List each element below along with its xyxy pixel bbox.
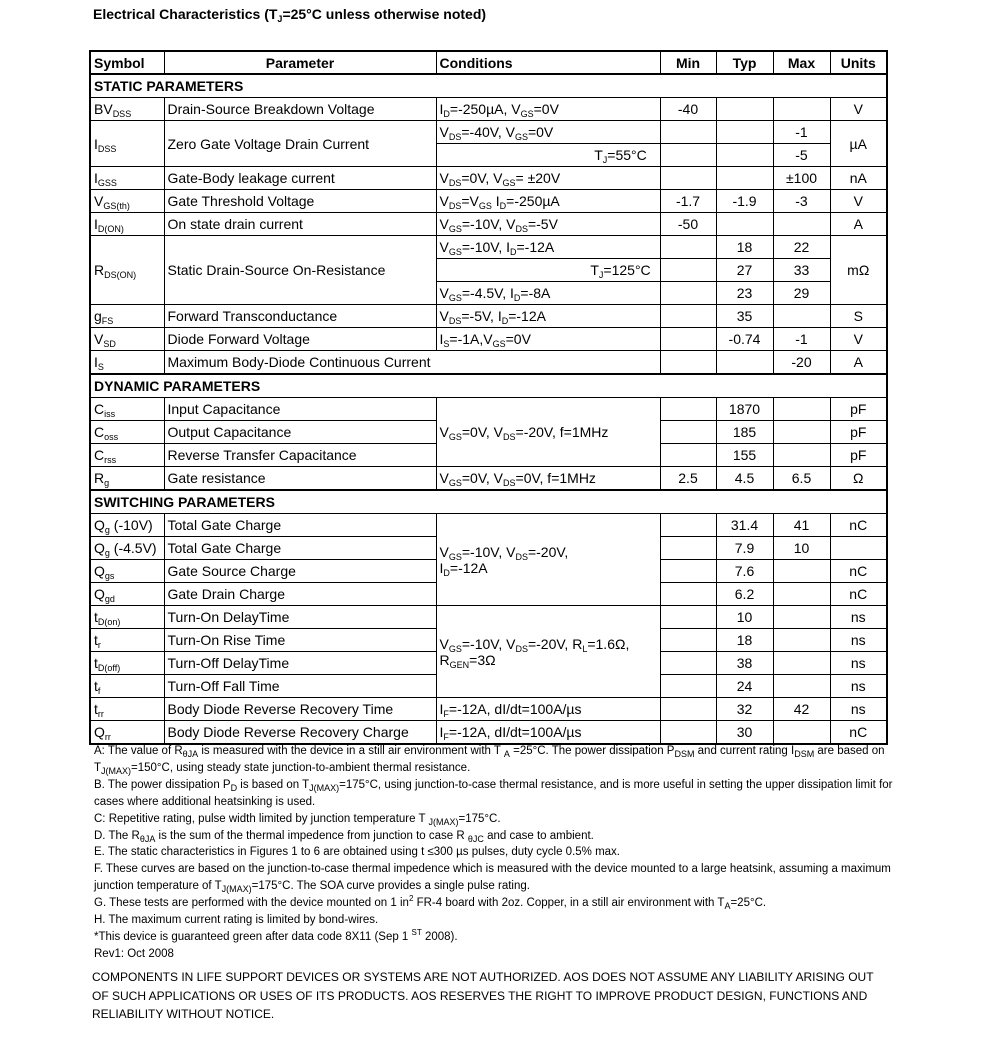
cond-cell: $V_{DS}=V_{GS}$ $I_D=-250\mu A$ bbox=[436, 190, 660, 213]
table-row bbox=[90, 467, 887, 491]
table-header-row bbox=[90, 51, 887, 74]
symbol-cell: $t_{D(on)}$ bbox=[90, 606, 164, 629]
table-row bbox=[90, 698, 887, 721]
unit-cell: S bbox=[830, 305, 887, 328]
symbol-cell: $C_{rss}$ bbox=[90, 444, 164, 467]
note-b: B. The power dissipation $P_D$ is based on $T_{J(MAX)}=175^\circ C$, using junction-to-case thermal resistance, and is more useful in setting the upper dissipation limit for cases where additional heatsinking is used. bbox=[94, 778, 893, 808]
symbol-cell: $R_g$ bbox=[90, 467, 164, 491]
unit-cell: ns bbox=[830, 606, 887, 629]
param-cell: Diode Forward Voltage bbox=[164, 328, 436, 351]
param-cell: Total Gate Charge bbox=[164, 537, 436, 560]
param-cell: Gate-Body leakage current bbox=[164, 167, 436, 190]
table-row bbox=[90, 121, 887, 144]
unit-cell: ns bbox=[830, 652, 887, 675]
unit-cell: A bbox=[830, 213, 887, 236]
symbol-cell: $g_{FS}$ bbox=[90, 305, 164, 328]
symbol-cell: $I_S$ bbox=[90, 351, 164, 375]
param-cell: Reverse Transfer Capacitance bbox=[164, 444, 436, 467]
unit-cell: nC bbox=[830, 721, 887, 745]
typ-cell: 7.6 bbox=[716, 560, 773, 583]
param-cell: Gate resistance bbox=[164, 467, 436, 491]
typ-cell bbox=[716, 121, 773, 144]
typ-cell: 27 bbox=[716, 259, 773, 282]
unit-cell: nA bbox=[830, 167, 887, 190]
header-max: Max bbox=[773, 51, 830, 74]
typ-cell: 10 bbox=[716, 606, 773, 629]
typ-cell: 31.4 bbox=[716, 514, 773, 537]
cond-cell bbox=[436, 144, 660, 167]
header-conditions: Conditions bbox=[436, 51, 660, 74]
unit-cell: ns bbox=[830, 698, 887, 721]
symbol-cell: $I_{DSS}$ bbox=[90, 121, 164, 167]
cond-cell: $I_F=-12A$, dI/dt=100A/µs bbox=[436, 721, 660, 745]
unit-cell: nC bbox=[830, 560, 887, 583]
min-cell: 2.5 bbox=[660, 467, 716, 491]
cond-cell: $I_F=-12A$, dI/dt=100A/µs bbox=[436, 698, 660, 721]
param-cell: Zero Gate Voltage Drain Current bbox=[164, 121, 436, 167]
typ-cell bbox=[716, 98, 773, 121]
typ-cell: 18 bbox=[716, 629, 773, 652]
unit-cell: pF bbox=[830, 398, 887, 421]
table-row bbox=[90, 328, 887, 351]
table-row bbox=[90, 305, 887, 328]
typ-cell bbox=[716, 144, 773, 167]
param-cell: Turn-On Rise Time bbox=[164, 629, 436, 652]
unit-cell: µA bbox=[830, 121, 887, 167]
unit-cell: ns bbox=[830, 675, 887, 698]
cond-cell: $V_{GS}=-4.5V$, $I_D=-8A$ bbox=[436, 282, 660, 305]
param-cell: On state drain current bbox=[164, 213, 436, 236]
unit-cell: mΩ bbox=[830, 236, 887, 305]
header-symbol: Symbol bbox=[90, 51, 164, 74]
max-cell: -5 bbox=[773, 144, 830, 167]
tj-cell: $T_J=55^\circ C$ bbox=[594, 147, 647, 165]
table-row bbox=[90, 721, 887, 745]
typ-cell: 1870 bbox=[716, 398, 773, 421]
table-row bbox=[90, 514, 887, 537]
symbol-cell: $t_{rr}$ bbox=[90, 698, 164, 721]
header-min: Min bbox=[660, 51, 716, 74]
typ-cell: 185 bbox=[716, 421, 773, 444]
typ-cell: 24 bbox=[716, 675, 773, 698]
cond-cell: $V_{GS}=-10V$, $V_{DS}=-20V$, $R_L=1.6\Omega$, $R_{GEN}=3\Omega$ bbox=[436, 606, 660, 698]
symbol-cell: $R_{DS(ON)}$ bbox=[90, 236, 164, 305]
symbol-cell: $t_r$ bbox=[90, 629, 164, 652]
unit-cell: V bbox=[830, 98, 887, 121]
unit-cell: nC bbox=[830, 514, 887, 537]
min-cell bbox=[660, 144, 716, 167]
typ-cell: 7.9 bbox=[716, 537, 773, 560]
unit-cell: Ω bbox=[830, 467, 887, 491]
disclaimer: COMPONENTS IN LIFE SUPPORT DEVICES OR SYSTEMS ARE NOT AUTHORIZED. AOS DOES NOT ASSUME ANY LIABILITY ARISING OUT OF SUCH APPLICATIONS OR USES OF ITS PRODUCTS. AOS RESERVES THE RIGHT TO IMPROVE PRODUCT DESIGN, FUNCTIONS AND RELIABILITY WITHOUT NOTICE. bbox=[92, 970, 874, 1021]
unit-cell: V bbox=[830, 190, 887, 213]
max-cell: -1 bbox=[773, 328, 830, 351]
symbol-cell: $I_{D(ON)}$ bbox=[90, 213, 164, 236]
section-dynamic: DYNAMIC PARAMETERS bbox=[90, 374, 887, 398]
revision: Rev1: Oct 2008 bbox=[94, 947, 174, 960]
typ-cell: -1.9 bbox=[716, 190, 773, 213]
cond-cell bbox=[436, 259, 660, 282]
symbol-cell: $V_{GS(th)}$ bbox=[90, 190, 164, 213]
max-cell: ±100 bbox=[773, 167, 830, 190]
unit-cell: ns bbox=[830, 629, 887, 652]
note-f: F. These curves are based on the junction-to-case thermal impedence which is measured with the device mounted to a large heatsink, assuming a maximum junction temperature of $T_{J(MAX)}=175^\circ C$. The SOA curve provides a single pulse rating. bbox=[94, 863, 891, 895]
typ-cell: 6.2 bbox=[716, 583, 773, 606]
param-cell: Turn-Off DelayTime bbox=[164, 652, 436, 675]
typ-cell: 35 bbox=[716, 305, 773, 328]
cond-cell: $V_{GS}=0V$, $V_{DS}=0V$, f=1MHz bbox=[436, 467, 660, 491]
max-cell: 29 bbox=[773, 282, 830, 305]
symbol-cell: $BV_{DSS}$ bbox=[90, 98, 164, 121]
tj-cell: $T_J=125^\circ C$ bbox=[590, 262, 651, 280]
typ-cell: 4.5 bbox=[716, 467, 773, 491]
max-cell: 10 bbox=[773, 537, 830, 560]
min-cell: -1.7 bbox=[660, 190, 716, 213]
param-cell: Output Capacitance bbox=[164, 421, 436, 444]
max-cell: 22 bbox=[773, 236, 830, 259]
characteristics-table bbox=[89, 50, 888, 745]
max-cell: 42 bbox=[773, 698, 830, 721]
typ-cell: -0.74 bbox=[716, 328, 773, 351]
header-typ: Typ bbox=[716, 51, 773, 74]
cond-cell: $V_{GS}=-10V$, $V_{DS}=-5V$ bbox=[436, 213, 660, 236]
symbol-cell: $C_{oss}$ bbox=[90, 421, 164, 444]
page-title: Electrical Characteristics ($T_J=25^\circ C$ unless otherwise noted) bbox=[93, 6, 487, 24]
param-cell: Static Drain-Source On-Resistance bbox=[164, 236, 436, 305]
max-cell: -1 bbox=[773, 121, 830, 144]
unit-cell: A bbox=[830, 351, 887, 375]
note-a: A: The value of $R_{\theta JA}$ is measured with the device in a still air environment with T $_A$ =25°C. The power dissipation $P_{DSM}$ and current rating $I_{DSM}$ are based on $T_{J(MAX)}=150^\circ C$, using steady state junction-to-ambient thermal resistance. bbox=[94, 745, 885, 776]
cond-cell: $I_D=-250\mu A$, $V_{GS}=0V$ bbox=[436, 98, 660, 121]
max-cell: -3 bbox=[773, 190, 830, 213]
section-switching: SWITCHING PARAMETERS bbox=[90, 490, 887, 514]
symbol-cell: $Q_{gs}$ bbox=[90, 560, 164, 583]
param-cell: Drain-Source Breakdown Voltage bbox=[164, 98, 436, 121]
cond-cell: $V_{DS}=-5V$, $I_D=-12A$ bbox=[436, 305, 660, 328]
cond-cell: $V_{DS}=-40V$, $V_{GS}=0V$ bbox=[436, 121, 660, 144]
max-cell: 6.5 bbox=[773, 467, 830, 491]
param-cell: Body Diode Reverse Recovery Charge bbox=[164, 721, 436, 745]
max-cell: 41 bbox=[773, 514, 830, 537]
header-units: Units bbox=[830, 51, 887, 74]
max-cell: -20 bbox=[773, 351, 830, 375]
table-row bbox=[90, 167, 887, 190]
cond-cell: $V_{DS}=0V$, $V_{GS}= \pm 20V$ bbox=[436, 167, 660, 190]
unit-cell: pF bbox=[830, 421, 887, 444]
table-row bbox=[90, 98, 887, 121]
typ-cell: 18 bbox=[716, 236, 773, 259]
note-h: H. The maximum current rating is limited by bond-wires. bbox=[94, 914, 379, 927]
section-static: STATIC PARAMETERS bbox=[90, 74, 887, 98]
min-cell bbox=[660, 121, 716, 144]
cond-cell: $V_{GS}=-10V$, $I_D=-12A$ bbox=[436, 236, 660, 259]
param-cell: Maximum Body-Diode Continuous Current bbox=[164, 351, 660, 375]
symbol-cell: $I_{GSS}$ bbox=[90, 167, 164, 190]
symbol-cell: $t_f$ bbox=[90, 675, 164, 698]
cond-cell: $I_S=-1A,V_{GS}=0V$ bbox=[436, 328, 660, 351]
unit-cell: nC bbox=[830, 583, 887, 606]
cond-cell: $V_{GS}=0V$, $V_{DS}=-20V$, f=1MHz bbox=[436, 398, 660, 467]
typ-cell: 38 bbox=[716, 652, 773, 675]
max-cell bbox=[773, 98, 830, 121]
table-row bbox=[90, 398, 887, 421]
symbol-cell: $Q_{gd}$ bbox=[90, 583, 164, 606]
param-cell: Total Gate Charge bbox=[164, 514, 436, 537]
param-cell: Body Diode Reverse Recovery Time bbox=[164, 698, 436, 721]
typ-cell: 30 bbox=[716, 721, 773, 745]
table-row bbox=[90, 190, 887, 213]
table-row bbox=[90, 213, 887, 236]
symbol-cell: $Q_g$ (-4.5V) bbox=[90, 537, 164, 560]
note-g: G. These tests are performed with the device mounted on 1 $in^2$ FR-4 board with 2oz. Copper, in a still air environment with $T_A=25^\circ C$. bbox=[94, 894, 767, 912]
param-cell: Turn-On DelayTime bbox=[164, 606, 436, 629]
max-cell: 33 bbox=[773, 259, 830, 282]
param-cell: Input Capacitance bbox=[164, 398, 436, 421]
typ-cell: 155 bbox=[716, 444, 773, 467]
min-cell: -40 bbox=[660, 98, 716, 121]
min-cell: -50 bbox=[660, 213, 716, 236]
symbol-cell: $C_{iss}$ bbox=[90, 398, 164, 421]
param-cell: Gate Drain Charge bbox=[164, 583, 436, 606]
table-row bbox=[90, 351, 887, 375]
note-e: E. The static characteristics in Figures 1 to 6 are obtained using t ≤300 µs pulses, duty cycle 0.5% max. bbox=[94, 846, 621, 859]
unit-cell: V bbox=[830, 328, 887, 351]
unit-cell: pF bbox=[830, 444, 887, 467]
param-cell: Gate Source Charge bbox=[164, 560, 436, 583]
unit-cell bbox=[830, 537, 887, 560]
cond-cell: $V_{GS}=-10V$, $V_{DS}=-20V$, $I_D=-12A$ bbox=[436, 514, 660, 606]
typ-cell: 32 bbox=[716, 698, 773, 721]
symbol-cell: $t_{D(off)}$ bbox=[90, 652, 164, 675]
param-cell: Gate Threshold Voltage bbox=[164, 190, 436, 213]
note-d: D. The $R_{\theta JA}$ is the sum of the thermal impedence from junction to case R $_{\theta JC}$ and case to ambient. bbox=[94, 829, 594, 844]
symbol-cell: $V_{SD}$ bbox=[90, 328, 164, 351]
typ-cell: 23 bbox=[716, 282, 773, 305]
symbol-cell: $Q_g$ (-10V) bbox=[90, 514, 164, 537]
footnotes bbox=[94, 743, 894, 963]
note-c: C: Repetitive rating, pulse width limited by junction temperature T $_{J(MAX)}$=175°C. bbox=[94, 812, 501, 827]
header-parameter: Parameter bbox=[164, 51, 436, 74]
param-cell: Turn-Off Fall Time bbox=[164, 675, 436, 698]
table-row bbox=[90, 606, 887, 629]
table-row bbox=[90, 236, 887, 259]
param-cell: Forward Transconductance bbox=[164, 305, 436, 328]
symbol-cell: $Q_{rr}$ bbox=[90, 721, 164, 745]
note-green: *This device is guaranteed green after data code 8X11 (Sep 1 $^{ST}$ 2008). bbox=[94, 928, 458, 943]
